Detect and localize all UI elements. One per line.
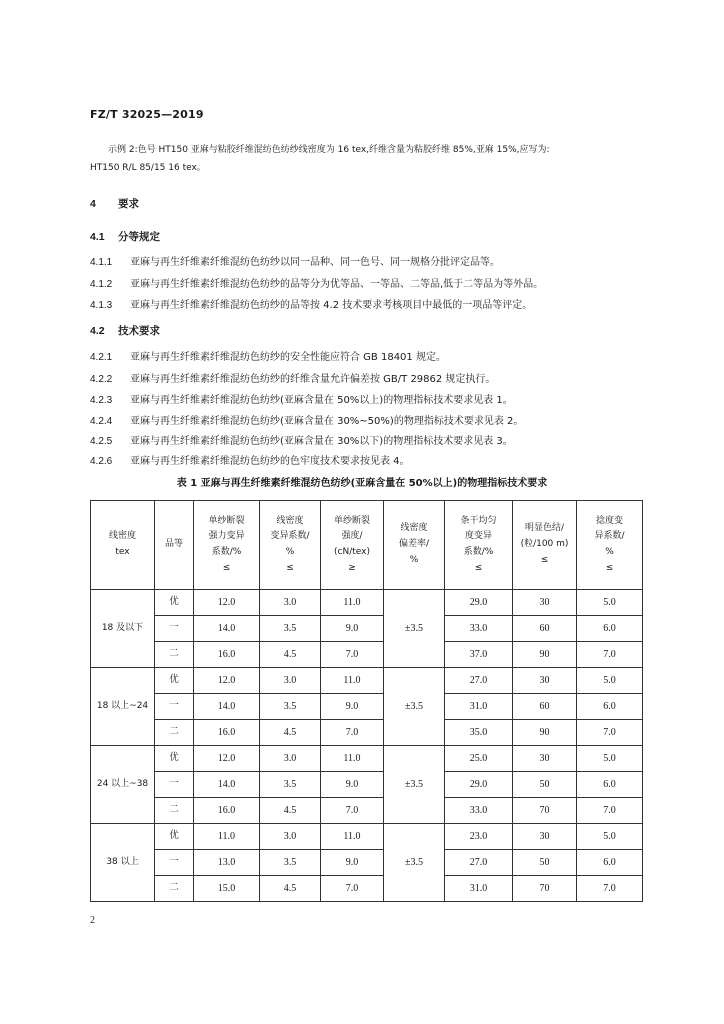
section-number: 4.2 [90, 325, 105, 337]
header-line: ≤ [286, 562, 294, 573]
table-header-cell [577, 501, 643, 590]
header-line: tex [115, 547, 130, 557]
value-cell: 70 [513, 876, 577, 902]
density-range-cell: 18 及以下 [91, 590, 155, 668]
value-cell: 60 [513, 694, 577, 720]
table-body [91, 590, 643, 902]
paragraph-4-1-3 [90, 296, 532, 311]
grade-cell: 优 [155, 746, 194, 772]
paragraph-text: 亚麻与再生纤维素纤维混纺色纺纱(亚麻含量在 30%以下)的物理指标技术要求见表 3。 [130, 436, 513, 447]
table-row [91, 824, 643, 850]
header-line: 线密度 [400, 523, 428, 534]
paragraph-4-1-2 [90, 275, 543, 290]
table-row [91, 876, 643, 902]
value-cell: 14.0 [194, 694, 260, 720]
value-cell: 16.0 [194, 642, 260, 668]
paragraph-text: 亚麻与再生纤维素纤维混纺色纺纱的品等按 4.2 技术要求考核项目中最低的一项品等评定。 [130, 300, 533, 311]
value-cell: 12.0 [194, 590, 260, 616]
paragraph-4-2-2 [90, 370, 495, 385]
value-cell: 9.0 [321, 694, 384, 720]
value-cell: 30 [513, 590, 577, 616]
paragraph-number: 4.1.1 [90, 257, 113, 268]
example-line-1: 示例 2:色号 HT150 亚麻与粘胶纤维混纺色纺纱线密度为 16 tex,纤维含量为粘胶纤维 85%,亚麻 15%,应写为: [108, 145, 550, 155]
header-line: 系数/% [211, 547, 242, 557]
header-line: 线密度 [276, 515, 304, 526]
section-4-2-heading [90, 323, 160, 338]
table-header-cell [513, 501, 577, 590]
table-row [91, 850, 643, 876]
section-4-heading [90, 196, 139, 211]
table-row [91, 798, 643, 824]
table-row [91, 642, 643, 668]
page-number: 2 [90, 915, 95, 926]
grade-cell: 一 [155, 772, 194, 798]
table-1-caption: 表 1 亚麻与再生纤维素纤维混纺色纺纱(亚麻含量在 50%以上)的物理指标技术要求 [176, 478, 548, 489]
header-line: % [605, 547, 614, 557]
paragraph-text: 亚麻与再生纤维素纤维混纺色纺纱的安全性能应符合 GB 18401 规定。 [130, 352, 446, 363]
deviation-cell: ±3.5 [384, 590, 445, 668]
table-header-cell [445, 501, 513, 590]
value-cell: 3.0 [260, 824, 321, 850]
section-title: 技术要求 [118, 325, 160, 337]
deviation-cell: ±3.5 [384, 668, 445, 746]
value-cell: 27.0 [445, 668, 513, 694]
table-header-cell [321, 501, 384, 590]
deviation-cell: ±3.5 [384, 824, 445, 902]
grade-cell: 优 [155, 668, 194, 694]
value-cell: 7.0 [577, 798, 643, 824]
paragraph-number: 4.2.1 [90, 352, 113, 363]
header-line: % [285, 547, 295, 557]
value-cell: 15.0 [194, 876, 260, 902]
value-cell: 31.0 [445, 876, 513, 902]
paragraph-number: 4.1.2 [90, 279, 113, 290]
header-line: ≥ [348, 562, 356, 573]
value-cell: 12.0 [194, 746, 260, 772]
table-1 [90, 500, 643, 902]
value-cell: 3.5 [260, 850, 321, 876]
section-title: 要求 [118, 198, 139, 210]
header-line: ≤ [605, 562, 614, 573]
paragraph-4-2-5 [90, 432, 513, 447]
paragraph-number: 4.2.5 [90, 436, 113, 447]
value-cell: 11.0 [194, 824, 260, 850]
value-cell: 11.0 [321, 824, 384, 850]
value-cell: 31.0 [445, 694, 513, 720]
value-cell: 14.0 [194, 616, 260, 642]
value-cell: 25.0 [445, 746, 513, 772]
section-title: 分等规定 [118, 231, 160, 243]
grade-cell: 一 [155, 850, 194, 876]
value-cell: 6.0 [577, 772, 643, 798]
header-line: 明显色结/ [524, 523, 565, 534]
value-cell: 50 [513, 850, 577, 876]
value-cell: 90 [513, 642, 577, 668]
table-header-cell [155, 501, 194, 590]
paragraph-4-2-6 [90, 452, 410, 467]
value-cell: 3.5 [260, 616, 321, 642]
value-cell: 5.0 [577, 668, 643, 694]
paragraph-4-1-1 [90, 253, 500, 268]
section-4-1-heading [90, 229, 160, 244]
header-line: 单纱断裂 [333, 515, 370, 526]
table-row [91, 746, 643, 772]
value-cell: 5.0 [577, 746, 643, 772]
paragraph-4-2-4 [90, 412, 523, 427]
value-cell: 90 [513, 720, 577, 746]
header-line: % [409, 554, 419, 565]
value-cell: 3.5 [260, 694, 321, 720]
header-line: 度变异 [464, 531, 492, 542]
value-cell: 33.0 [445, 616, 513, 642]
paragraph-4-2-3 [90, 391, 513, 406]
value-cell: 5.0 [577, 590, 643, 616]
header-line: 系数/% [463, 547, 494, 557]
value-cell: 23.0 [445, 824, 513, 850]
value-cell: 11.0 [321, 746, 384, 772]
paragraph-4-2-1 [90, 348, 446, 363]
table-header-cell [91, 501, 155, 590]
value-cell: 11.0 [321, 590, 384, 616]
table-row [91, 668, 643, 694]
value-cell: 5.0 [577, 824, 643, 850]
table-header-row [91, 501, 643, 590]
value-cell: 9.0 [321, 850, 384, 876]
table-header-cell [194, 501, 260, 590]
density-range-cell: 18 以上~24 [91, 668, 155, 746]
value-cell: 30 [513, 746, 577, 772]
value-cell: 7.0 [577, 720, 643, 746]
value-cell: 33.0 [445, 798, 513, 824]
value-cell: 70 [513, 798, 577, 824]
value-cell: 30 [513, 668, 577, 694]
table-row [91, 694, 643, 720]
value-cell: 3.5 [260, 772, 321, 798]
section-number: 4.1 [90, 231, 105, 243]
grade-cell: 二 [155, 642, 194, 668]
value-cell: 3.0 [260, 668, 321, 694]
header-line: 变异系数/ [270, 531, 310, 542]
grade-cell: 一 [155, 616, 194, 642]
value-cell: 14.0 [194, 772, 260, 798]
grade-cell: 二 [155, 798, 194, 824]
value-cell: 7.0 [321, 720, 384, 746]
table-header-cell [260, 501, 321, 590]
header-line: 捻度变 [595, 515, 623, 526]
value-cell: 3.0 [260, 746, 321, 772]
grade-cell: 二 [155, 720, 194, 746]
header-line: (cN/tex) [334, 547, 370, 557]
value-cell: 4.5 [260, 642, 321, 668]
value-cell: 7.0 [321, 798, 384, 824]
value-cell: 6.0 [577, 694, 643, 720]
deviation-cell: ±3.5 [384, 746, 445, 824]
paragraph-number: 4.2.3 [90, 395, 113, 406]
value-cell: 12.0 [194, 668, 260, 694]
header-line: 线密度 [108, 531, 136, 542]
value-cell: 6.0 [577, 616, 643, 642]
value-cell: 11.0 [321, 668, 384, 694]
header-line: 强度/ [341, 531, 363, 542]
value-cell: 50 [513, 772, 577, 798]
value-cell: 16.0 [194, 720, 260, 746]
paragraph-number: 4.2.2 [90, 374, 113, 385]
header-line: ≤ [222, 562, 231, 573]
document-code: FZ/T 32025—2019 [90, 108, 204, 121]
value-cell: 16.0 [194, 798, 260, 824]
value-cell: 9.0 [321, 616, 384, 642]
value-cell: 29.0 [445, 772, 513, 798]
value-cell: 60 [513, 616, 577, 642]
value-cell: 7.0 [321, 642, 384, 668]
paragraph-text: 亚麻与再生纤维素纤维混纺色纺纱的品等分为优等品、一等品、二等品,低于二等品为等外品。 [130, 279, 544, 290]
value-cell: 37.0 [445, 642, 513, 668]
header-line: 偏差率/ [398, 539, 430, 550]
header-line: 强力变异 [208, 531, 245, 542]
value-cell: 9.0 [321, 772, 384, 798]
paragraph-text: 亚麻与再生纤维素纤维混纺色纺纱以同一品种、同一色号、同一规格分批评定品等。 [130, 257, 500, 268]
header-line: 单纱断裂 [208, 515, 245, 526]
paragraph-text: 亚麻与再生纤维素纤维混纺色纺纱(亚麻含量在 30%~50%)的物理指标技术要求见表 2。 [130, 416, 524, 427]
value-cell: 7.0 [577, 876, 643, 902]
value-cell: 4.5 [260, 720, 321, 746]
value-cell: 3.0 [260, 590, 321, 616]
value-cell: 27.0 [445, 850, 513, 876]
density-range-cell: 24 以上~38 [91, 746, 155, 824]
table-row [91, 720, 643, 746]
table-row [91, 590, 643, 616]
example-line-2: HT150 R/L 85/15 16 tex。 [90, 163, 206, 173]
value-cell: 35.0 [445, 720, 513, 746]
grade-cell: 二 [155, 876, 194, 902]
header-line: 条干均匀 [460, 515, 497, 526]
paragraph-number: 4.1.3 [90, 300, 113, 311]
header-line: ≤ [474, 562, 483, 573]
value-cell: 29.0 [445, 590, 513, 616]
header-line: 品等 [164, 539, 183, 550]
grade-cell: 一 [155, 694, 194, 720]
paragraph-text: 亚麻与再生纤维素纤维混纺色纺纱的色牢度技术要求按见表 4。 [130, 456, 410, 467]
header-line: 异系数/ [594, 531, 625, 542]
grade-cell: 优 [155, 824, 194, 850]
paragraph-number: 4.2.6 [90, 456, 113, 467]
value-cell: 13.0 [194, 850, 260, 876]
paragraph-number: 4.2.4 [90, 416, 113, 427]
paragraph-text: 亚麻与再生纤维素纤维混纺色纺纱(亚麻含量在 50%以上)的物理指标技术要求见表 1。 [130, 395, 513, 406]
value-cell: 7.0 [321, 876, 384, 902]
value-cell: 30 [513, 824, 577, 850]
section-number: 4 [90, 198, 96, 210]
paragraph-text: 亚麻与再生纤维素纤维混纺色纺纱的纤维含量允许偏差按 GB/T 29862 规定执行。 [130, 374, 496, 385]
value-cell: 6.0 [577, 850, 643, 876]
table-row [91, 772, 643, 798]
table-header-cell [384, 501, 445, 590]
value-cell: 4.5 [260, 876, 321, 902]
density-range-cell: 38 以上 [91, 824, 155, 902]
table-row [91, 616, 643, 642]
header-line: (粒/100 m) [520, 539, 569, 550]
header-line: ≤ [540, 554, 549, 565]
value-cell: 4.5 [260, 798, 321, 824]
grade-cell: 优 [155, 590, 194, 616]
value-cell: 7.0 [577, 642, 643, 668]
